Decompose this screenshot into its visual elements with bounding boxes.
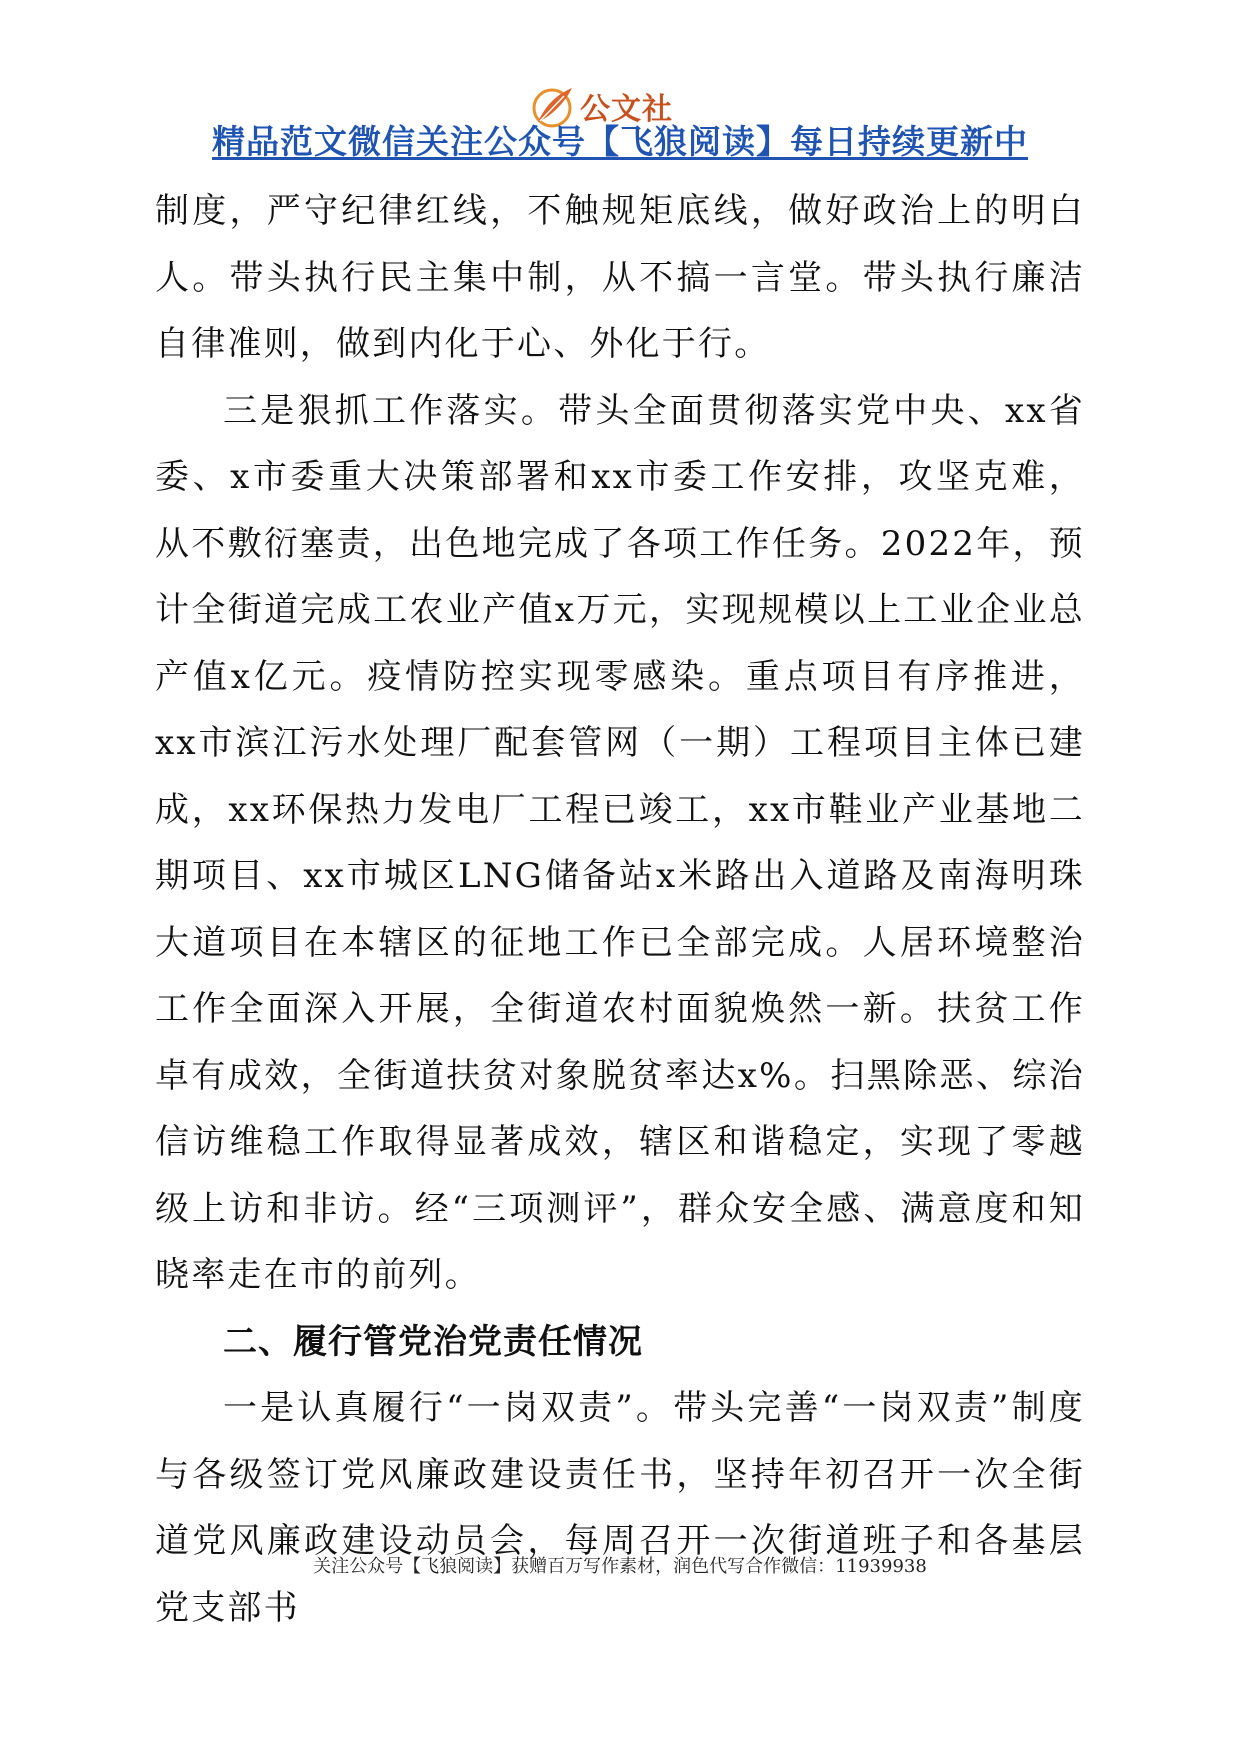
section-heading: 二、履行管党治党责任情况 — [223, 1321, 643, 1362]
paragraph: 制度，严守纪律红线，不触规矩底线，做好政治上的明白人。带头执行民主集中制，从不搞一言堂。带头执行廉洁自律准则，做到内化于心、外化于行。 — [155, 191, 1085, 364]
page-footer: 关注公众号【飞狼阅读】获赠百万写作素材，润色代写合作微信：11939938 — [313, 1556, 927, 1577]
document-body — [155, 178, 1085, 1641]
paragraph: 一是认真履行“一岗双责”。带头完善“一岗双责”制度与各级签订党风廉政建设责任书，坚持年初召开一次全街道党风廉政建设动员会，每周召开一次街道班子和各基层党支部书 — [155, 1388, 1085, 1628]
page-header — [0, 76, 1240, 161]
paragraph: 三是狠抓工作落实。带头全面贯彻落实党中央、xx省委、x市委重大决策部署和xx市委工作安排，攻坚克难，从不敷衍塞责，出色地完成了各项工作任务。2022年，预计全街道完成工农业产值x万元，实现规模以上工业企业总产值x亿元。疫情防控实现零感染。重点项目有序推进，xx市滨江污水处理厂配套管网（一期）工程项目主体已建成，xx环保热力发电厂工程已竣工，xx市鞋业产业基地二期项目、xx市城区LNG储备站x米路出入道路及南海明珠大道项目在本辖区的征地工作已全部完成。人居环境整治工作全面深入开展，全街道农村面貌焕然一新。扶贫工作卓有成效，全街道扶贫对象脱贫率达x%。扫黑除恶、综治信访维稳工作取得显著成效，辖区和谐稳定，实现了零越级上访和非访。经“三项测评”，群众安全感、满意度和知晓率走在市的前列。 — [155, 390, 1085, 1295]
header-link[interactable]: 精品范文微信关注公众号【飞狼阅读】每日持续更新中 — [212, 122, 1028, 161]
logo-text: 公文社 — [580, 92, 673, 127]
